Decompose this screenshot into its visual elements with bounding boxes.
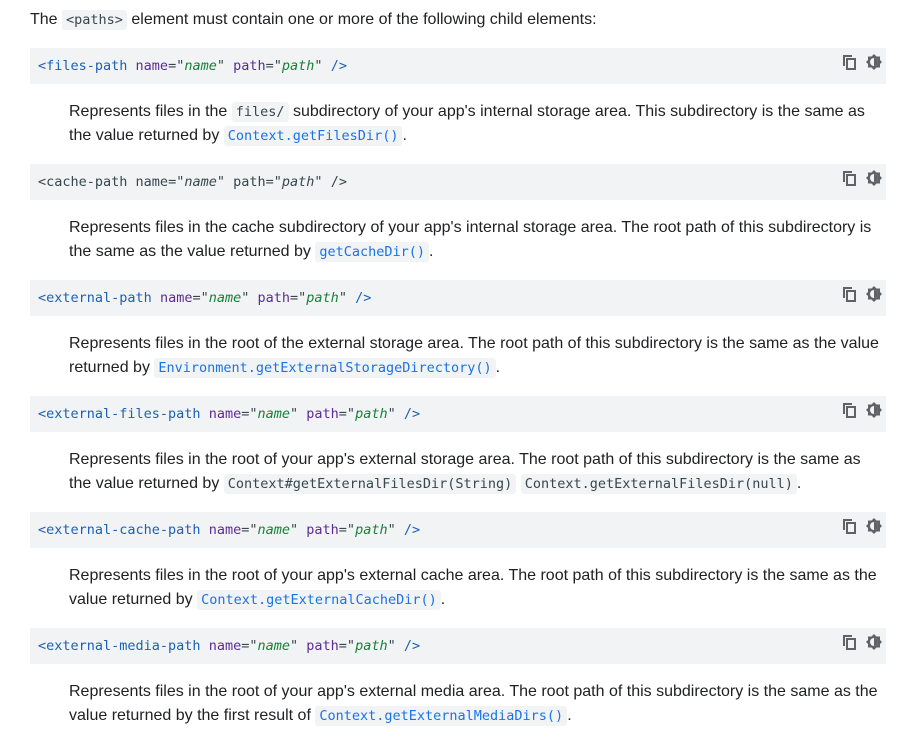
entry-external-media-path — [30, 628, 886, 744]
entry-external-files-path — [30, 396, 886, 512]
code-close: /> — [330, 58, 347, 74]
code-attr: name — [135, 174, 169, 190]
desc-text: . — [402, 127, 407, 144]
code-attr: path — [257, 290, 291, 306]
code-close: /> — [403, 406, 421, 422]
code-value: path — [355, 522, 388, 538]
code-eq: =" — [241, 522, 258, 538]
api-link[interactable]: Context.getExternalMediaDirs() — [315, 706, 567, 726]
code-quote: " — [216, 174, 225, 190]
dark-mode-toggle-icon[interactable] — [866, 286, 882, 302]
entry-external-cache-path — [30, 512, 886, 628]
code-quote: " — [216, 58, 225, 74]
code-quote: " — [314, 58, 323, 74]
code-block — [30, 512, 886, 548]
code-value: name — [257, 638, 290, 654]
desc-text: Represents files in the root of your app's external media area. The root path of this subdirectory is the same as the value returned by the first result of — [69, 683, 878, 724]
paths-tag-code: <paths> — [62, 10, 127, 30]
code-tools — [842, 400, 882, 420]
dark-mode-toggle-icon[interactable] — [866, 54, 882, 70]
code-quote: " — [314, 174, 323, 190]
intro-text — [30, 8, 597, 32]
dark-mode-toggle-icon[interactable] — [866, 402, 882, 418]
entry-description — [30, 84, 886, 164]
desc-text: . — [796, 475, 802, 492]
code-tag: <external-cache-path — [38, 522, 201, 538]
copy-icon[interactable] — [842, 634, 858, 650]
code-block — [30, 164, 886, 200]
desc-text: . — [495, 359, 501, 376]
code-tag: <external-files-path — [38, 406, 201, 422]
api-link[interactable]: getCacheDir() — [315, 242, 429, 262]
desc-text: Represents files in the root of your app's external cache area. The root path of this subdirectory is the same as the value returned by — [69, 567, 877, 608]
desc-code: Context#getExternalFilesDir(String) — [224, 474, 516, 494]
code-attr: path — [306, 638, 339, 654]
code-attr: path — [233, 58, 266, 74]
copy-icon[interactable] — [842, 170, 858, 186]
code-block — [30, 280, 886, 316]
api-link[interactable]: Context.getFilesDir() — [224, 126, 403, 146]
code-tag: <external-media-path — [38, 638, 201, 654]
entry-external-path — [30, 280, 886, 396]
code-attr: path — [233, 174, 266, 190]
desc-code: Context.getExternalFilesDir(null) — [521, 474, 797, 494]
code-attr: path — [306, 522, 339, 538]
code-eq: =" — [338, 522, 356, 538]
code-tag: <cache-path — [38, 174, 128, 190]
copy-icon[interactable] — [842, 402, 858, 418]
entry-description — [30, 664, 886, 744]
copy-icon[interactable] — [842, 286, 858, 302]
code-value: name — [257, 522, 290, 538]
desc-text: . — [440, 591, 446, 608]
code-value: path — [281, 174, 315, 190]
code-close: /> — [330, 174, 347, 190]
code-close: /> — [403, 638, 421, 654]
code-value: path — [306, 290, 339, 306]
desc-text: subdirectory of your app's internal storage area. This subdirectory is the same as the value returned by — [69, 103, 865, 144]
code-block — [30, 396, 886, 432]
code-quote: " — [387, 406, 396, 422]
code-eq: =" — [241, 406, 258, 422]
code-attr: name — [208, 406, 242, 422]
code-quote: " — [290, 406, 299, 422]
desc-text: . — [567, 707, 572, 724]
code-eq: =" — [265, 174, 282, 190]
code-tools — [842, 516, 882, 536]
code-value: name — [257, 406, 290, 422]
code-tools — [842, 168, 882, 188]
desc-text: Represents files in the root of the external storage area. The root path of this subdirectory is the same as the value returned by — [69, 335, 879, 376]
code-attr: name — [208, 638, 242, 654]
dark-mode-toggle-icon[interactable] — [866, 518, 882, 534]
intro-prefix: The — [30, 11, 58, 28]
code-eq: =" — [241, 638, 258, 654]
code-tag: <external-path — [38, 290, 152, 306]
code-value: name — [184, 58, 217, 74]
entry-cache-path — [30, 164, 886, 280]
copy-icon[interactable] — [842, 518, 858, 534]
code-value: path — [355, 406, 388, 422]
code-value: name — [184, 174, 217, 190]
code-eq: =" — [290, 290, 307, 306]
code-block — [30, 48, 886, 84]
code-tools — [842, 284, 882, 304]
code-attr: path — [306, 406, 339, 422]
code-quote: " — [241, 290, 250, 306]
code-block — [30, 628, 886, 664]
desc-text: Represents files in the root of your app's external storage area. The root path of this subdirectory is the same as the value returned by — [69, 451, 861, 492]
code-value: path — [355, 638, 388, 654]
code-quote: " — [387, 522, 396, 538]
code-quote: " — [290, 522, 299, 538]
code-eq: =" — [168, 174, 185, 190]
api-link[interactable]: Context.getExternalCacheDir() — [197, 590, 441, 610]
code-attr: name — [135, 58, 169, 74]
code-close: /> — [355, 290, 372, 306]
code-eq: =" — [192, 290, 209, 306]
intro-suffix: element must contain one or more of the following child elements: — [131, 11, 597, 28]
desc-text: Represents files in the — [69, 103, 232, 120]
entry-description — [30, 200, 886, 280]
entry-description — [30, 316, 886, 396]
code-attr: name — [159, 290, 193, 306]
code-eq: =" — [265, 58, 282, 74]
api-link[interactable]: Environment.getExternalStorageDirectory() — [154, 358, 495, 378]
code-eq: =" — [168, 58, 185, 74]
copy-icon[interactable] — [842, 54, 858, 70]
dark-mode-toggle-icon[interactable] — [866, 170, 882, 186]
dark-mode-toggle-icon[interactable] — [866, 634, 882, 650]
desc-text: . — [429, 243, 434, 260]
desc-code: files/ — [232, 102, 289, 122]
desc-text: Represents files in the cache subdirectory of your app's internal storage area. The root path of this subdirectory is the same as the value returned by — [69, 219, 872, 260]
code-quote: " — [338, 290, 347, 306]
code-eq: =" — [338, 406, 356, 422]
code-eq: =" — [338, 638, 356, 654]
code-tag: <files-path — [38, 58, 128, 74]
code-close: /> — [403, 522, 421, 538]
code-value: path — [281, 58, 315, 74]
entry-description — [30, 432, 886, 512]
code-tools — [842, 52, 882, 72]
code-quote: " — [290, 638, 299, 654]
code-quote: " — [387, 638, 396, 654]
code-tools — [842, 632, 882, 652]
entry-description — [30, 548, 886, 628]
code-attr: name — [208, 522, 242, 538]
entry-files-path — [30, 48, 886, 164]
code-value: name — [208, 290, 242, 306]
